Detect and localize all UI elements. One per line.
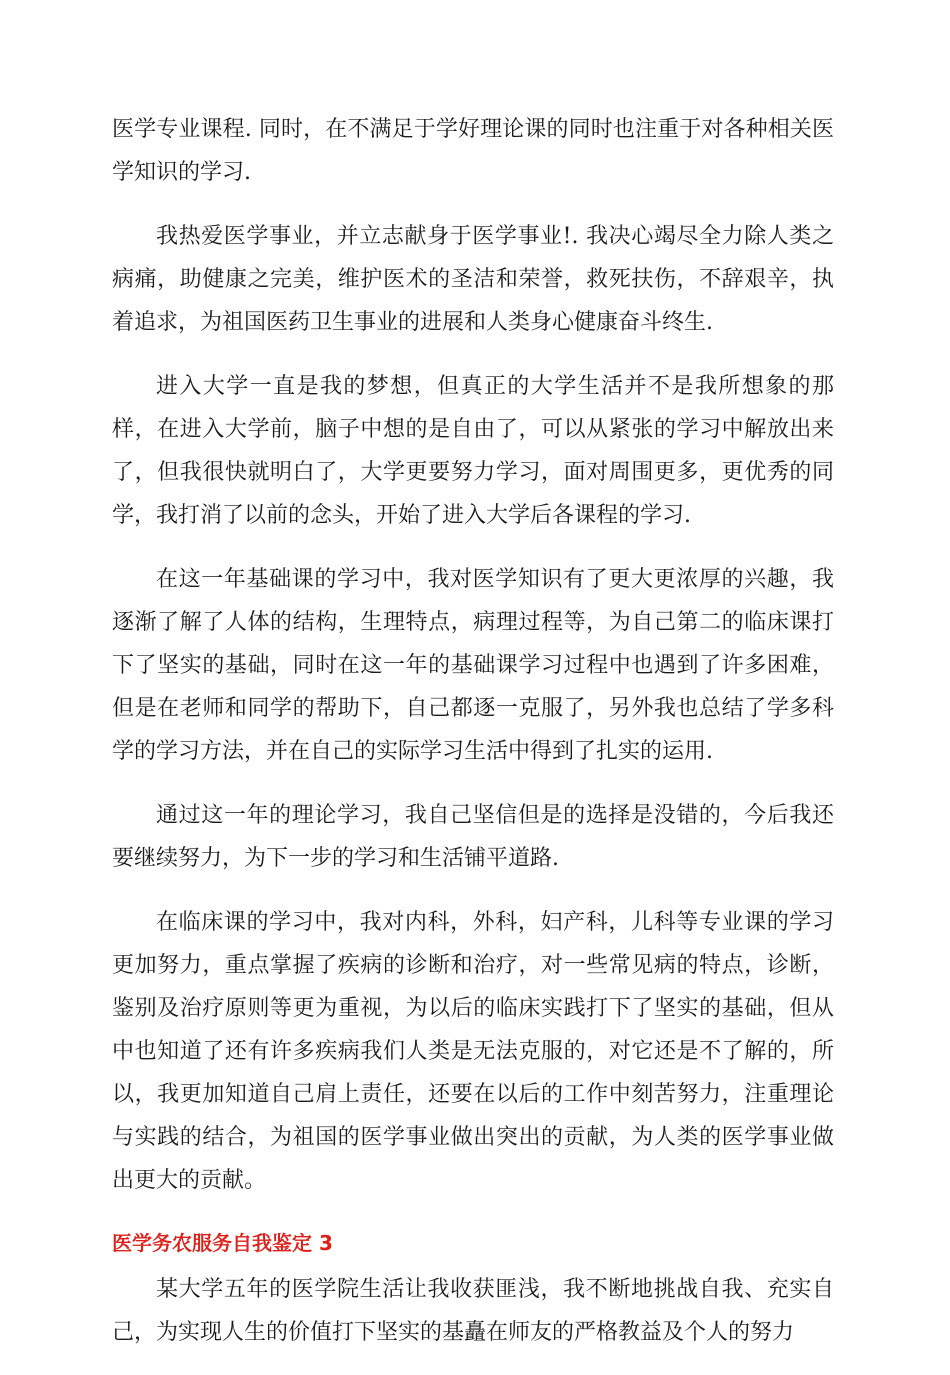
paragraph-clinical-courses: 在临床课的学习中，我对内科，外科，妇产科，儿科等专业课的学习更加努力，重点掌握了疾病的诊断和治疗，对一些常见病的特点，诊断，鉴别及治疗原则等更为重视，为以后的临床实践打下了坚实的基础，但从中也知道了还有许多疾病我们人类是无法克服的，对它还是不了解的，所以，我更加知道自己肩上责任，还要在以后的工作中刻苦努力，注重理论与实践的结合，为祖国的医学事业做出突出的贡献，为人类的医学事业做出更大的贡献。	[112, 910, 834, 1193]
paragraph-section-intro: 某大学五年的医学院生活让我收获匪浅，我不断地挑战自我、充实自己，为实现人生的价值打下坚实的基矗在师友的严格教益及个人的努力	[112, 1277, 834, 1345]
paragraph-dedication: 我热爱医学事业，并立志献身于医学事业!. 我决心竭尽全力除人类之病痛，助健康之完美，维护医术的圣洁和荣誉，救死扶伤，不辞艰辛，执着追求，为祖国医药卫生事业的进展和人类身心健康奋斗终生.	[112, 224, 834, 335]
paragraph-university-dream: 进入大学一直是我的梦想，但真正的大学生活并不是我所想象的那样，在进入大学前，脑子中想的是自由了，可以从紧张的学习中解放出来了，但我很快就明白了，大学更要努力学习，面对周围更多，更优秀的同学，我打消了以前的念头，开始了进入大学后各课程的学习.	[112, 374, 834, 528]
section-heading: 医学务农服务自我鉴定 3	[112, 1231, 333, 1255]
paragraph-basic-courses: 在这一年基础课的学习中，我对医学知识有了更大更浓厚的兴趣，我逐渐了解了人体的结构，生理特点，病理过程等，为自己第二的临床课打下了坚实的基础，同时在这一年的基础课学习过程中也遇到了许多困难，但是在老师和同学的帮助下，自己都逐一克服了，另外我也总结了学多科学的学习方法，并在自己的实际学习生活中得到了扎实的运用.	[112, 567, 834, 764]
paragraph-theory-study: 通过这一年的理论学习，我自己坚信但是的选择是没错的，今后我还要继续努力，为下一步的学习和生活铺平道路.	[112, 803, 834, 871]
paragraph-continuation: 医学专业课程. 同时，在不满足于学好理论课的同时也注重于对各种相关医学知识的学习.	[112, 117, 834, 185]
document-body	[112, 108, 834, 1375]
